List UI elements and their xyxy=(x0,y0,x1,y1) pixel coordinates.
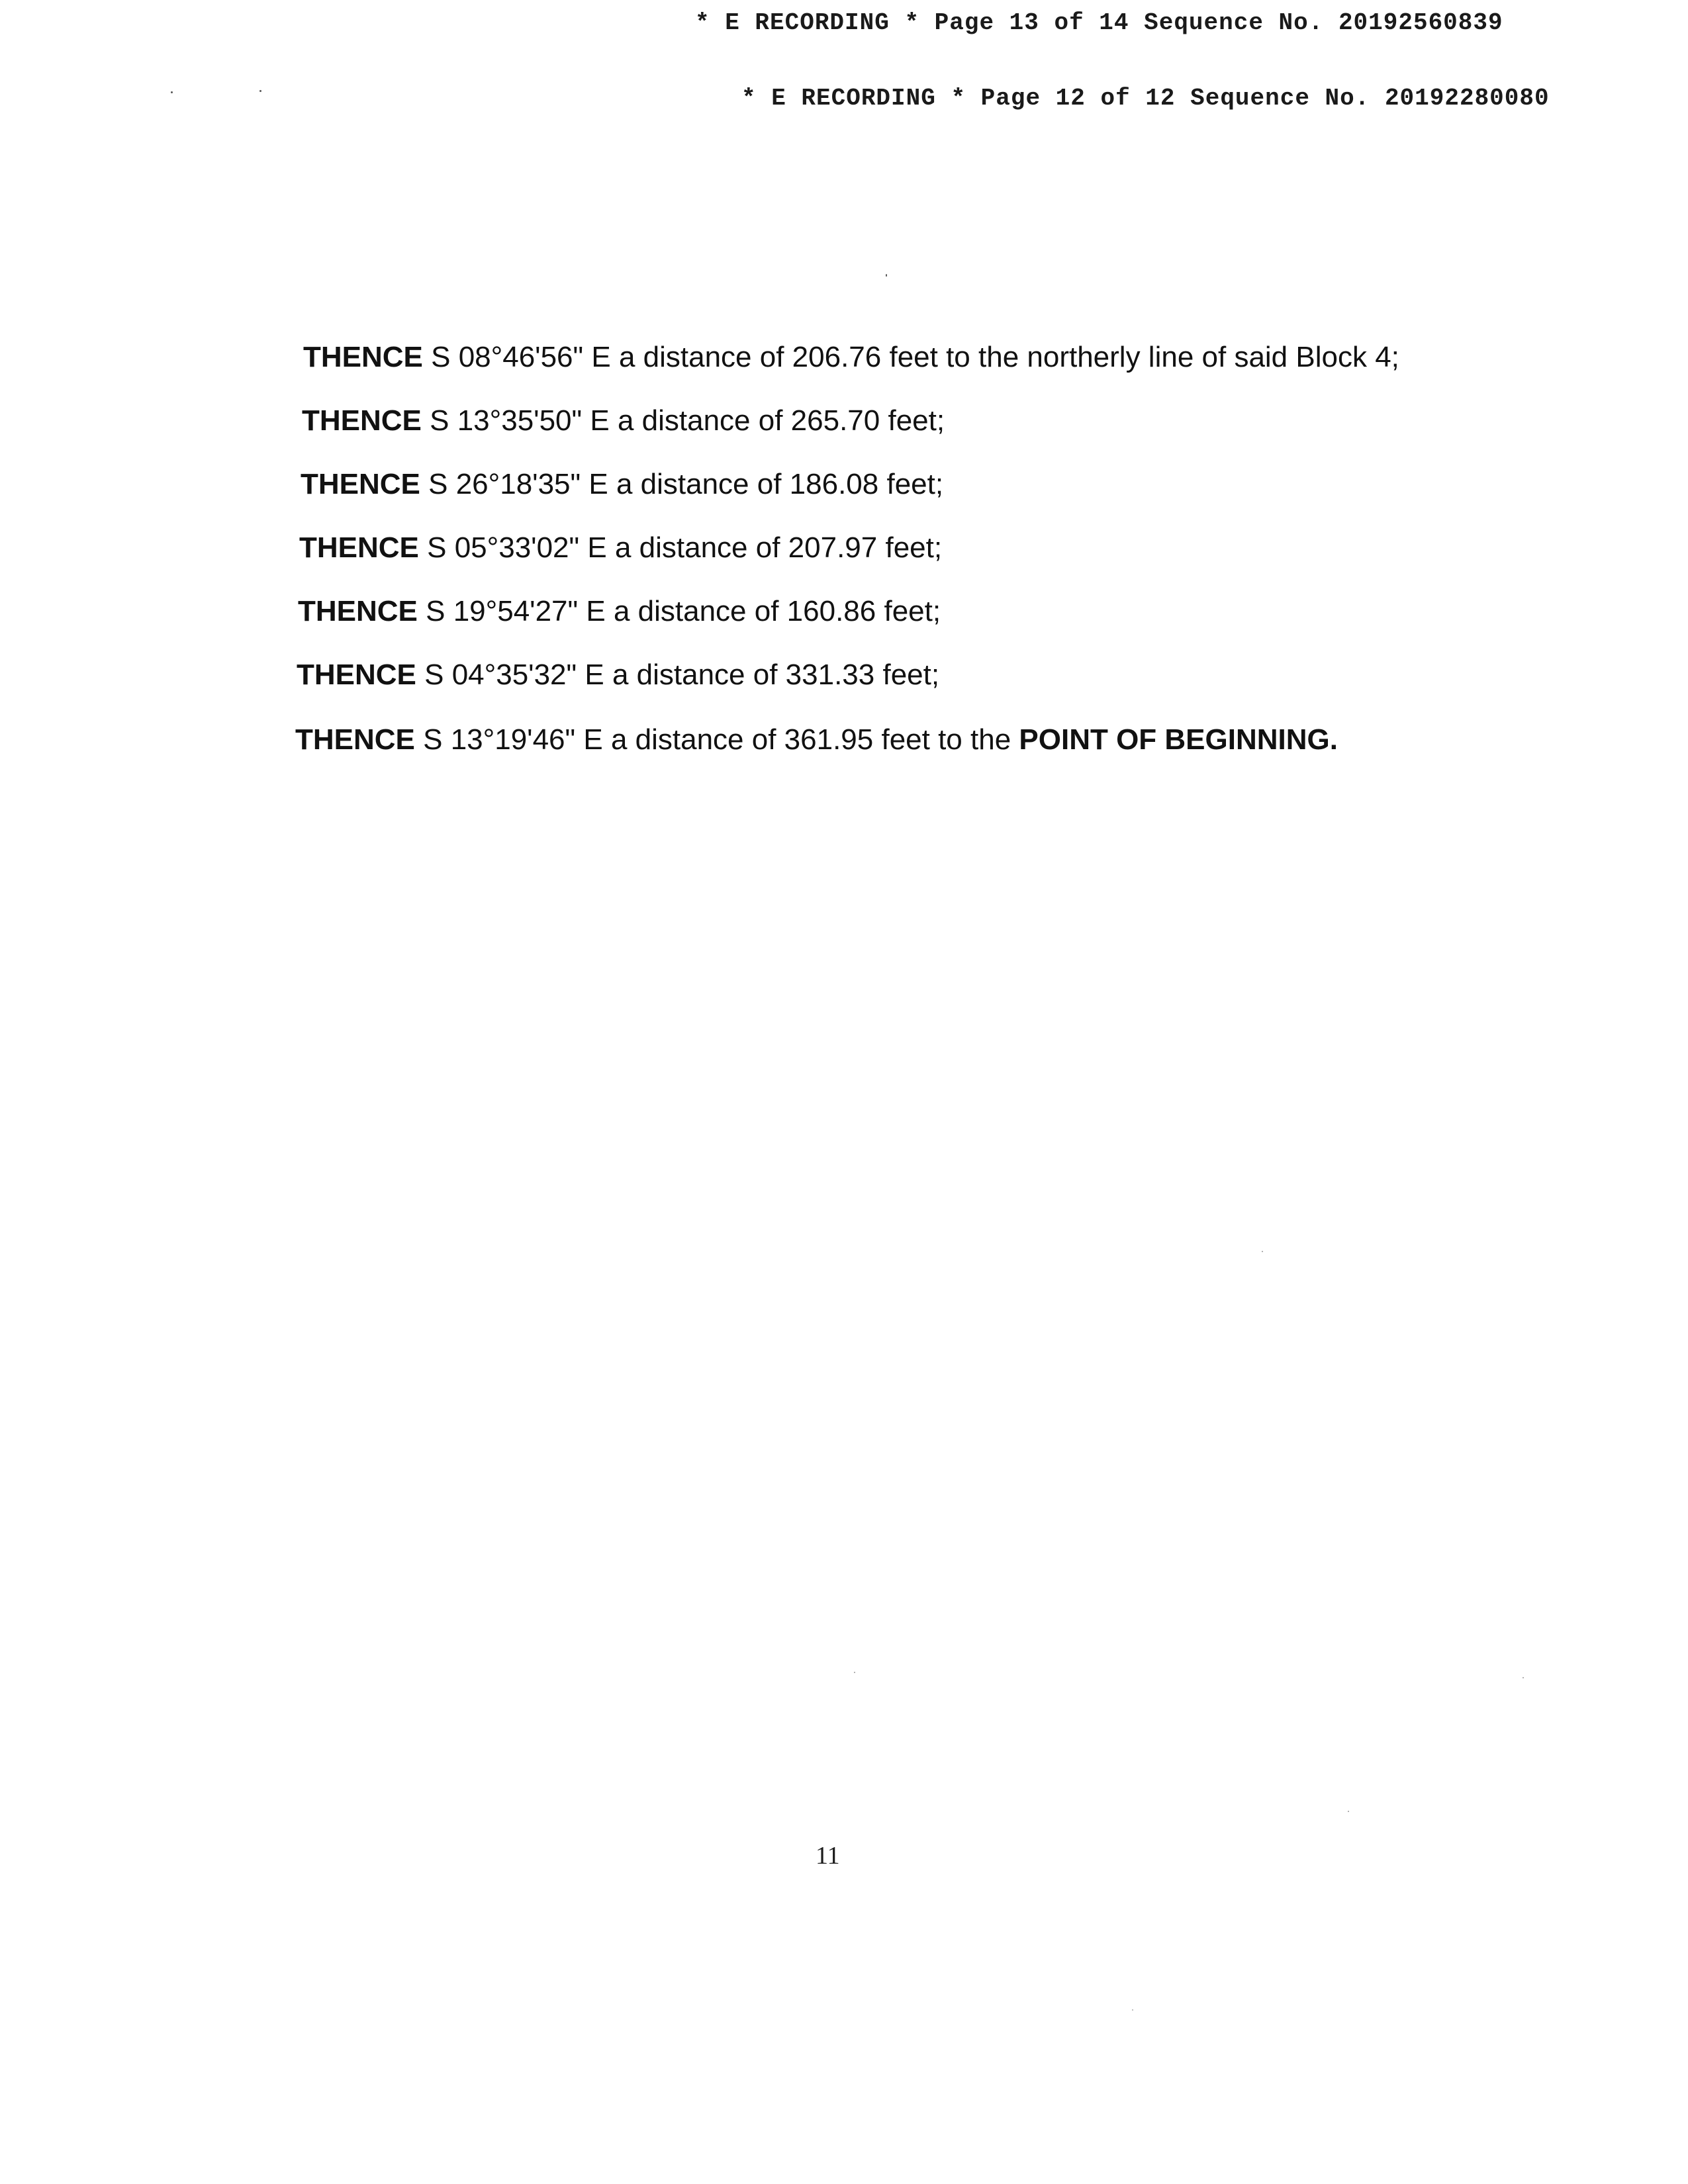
recording-stamp-top: * E RECORDING * Page 13 of 14 Sequence No. 20192560839 xyxy=(695,9,1503,36)
scan-speck xyxy=(1262,1251,1263,1252)
course-text: S 08°46'56" E a distance of 206.76 feet to the northerly line of said Block 4; xyxy=(422,341,1399,373)
page-number: 11 xyxy=(816,1842,840,1870)
course-text: S 13°35'50" E a distance of 265.70 feet; xyxy=(421,404,945,437)
point-of-beginning: POINT OF BEGINNING. xyxy=(1019,723,1338,756)
course-keyword: THENCE xyxy=(299,531,419,564)
recording-stamp-second: * E RECORDING * Page 12 of 12 Sequence No. 20192280080 xyxy=(741,85,1550,112)
course-keyword: THENCE xyxy=(297,659,416,691)
course-text: S 13°19'46" E a distance of 361.95 feet to the xyxy=(414,723,1019,756)
scan-speck xyxy=(886,274,887,277)
course-keyword: THENCE xyxy=(295,723,415,756)
course-keyword: THENCE xyxy=(301,468,420,500)
course-line xyxy=(297,660,939,690)
course-keyword: THENCE xyxy=(298,595,418,627)
scan-speck xyxy=(259,90,261,92)
scan-speck xyxy=(854,1672,855,1673)
course-keyword: THENCE xyxy=(302,404,422,437)
course-line xyxy=(303,343,1399,372)
course-text: S 19°54'27" E a distance of 160.86 feet; xyxy=(417,595,941,627)
course-text: S 05°33'02" E a distance of 207.97 feet; xyxy=(418,531,943,564)
course-line xyxy=(295,725,1338,754)
course-line xyxy=(301,470,943,499)
course-text: S 26°18'35" E a distance of 186.08 feet; xyxy=(420,468,944,500)
scan-speck xyxy=(1132,2009,1133,2011)
course-line xyxy=(302,406,945,435)
course-line xyxy=(298,597,941,626)
course-text: S 04°35'32" E a distance of 331.33 feet; xyxy=(416,659,940,691)
course-keyword: THENCE xyxy=(303,341,423,373)
scan-speck xyxy=(1523,1677,1524,1678)
scan-speck xyxy=(1348,1811,1349,1812)
scan-speck xyxy=(171,91,173,93)
course-line xyxy=(299,533,942,563)
